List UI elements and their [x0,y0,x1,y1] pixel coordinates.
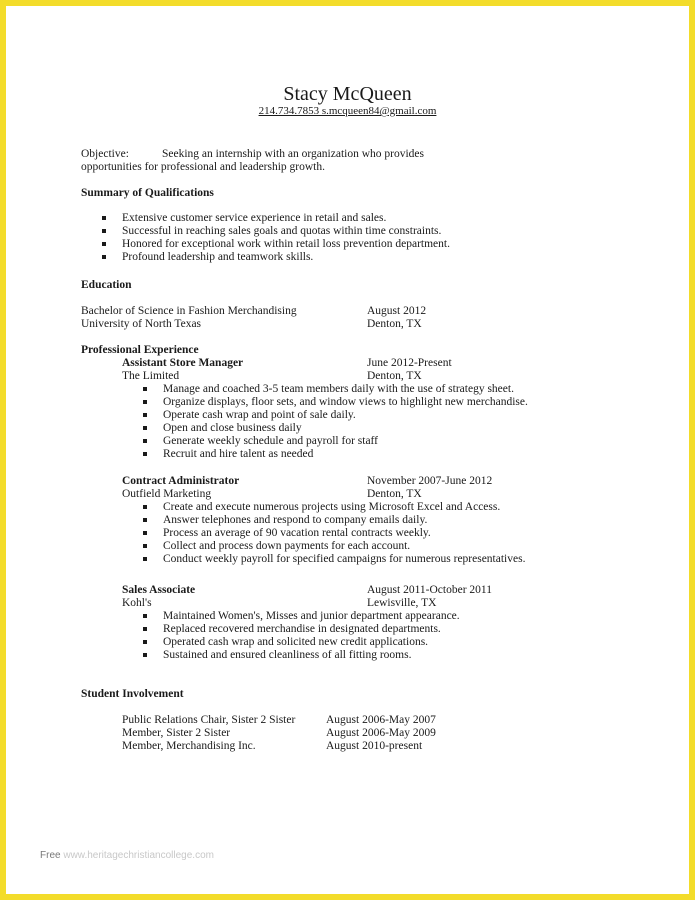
list-item: Operate cash wrap and point of sale daily. [163,409,528,422]
job-duties [163,383,528,461]
resume-content [6,6,689,894]
summary-heading: Summary of Qualifications [81,187,214,199]
objective-label: Objective: [81,148,129,160]
education-heading: Education [81,279,132,291]
involvement-role: Public Relations Chair, Sister 2 Sister [122,714,296,726]
bullet-icon [143,439,147,443]
list-item: Organize displays, floor sets, and window views to highlight new merchandise. [163,396,528,409]
job-duties [163,501,525,566]
job-duties [163,610,460,662]
list-item: Profound leadership and teamwork skills. [122,251,450,264]
education-school: University of North Texas [81,318,202,330]
watermark: Free www.heritagechristiancollege.com [40,850,214,861]
job-date: November 2007-June 2012 [367,475,493,487]
job-date: August 2011-October 2011 [367,584,492,596]
bullet-icon [143,557,147,561]
job-location: Denton, TX [367,370,422,382]
bullet-icon [143,640,147,644]
job-title: Sales Associate [122,584,196,596]
list-item: Extensive customer service experience in retail and sales. [122,212,450,225]
list-item: Successful in reaching sales goals and quotas within time constraints. [122,225,450,238]
bullet-icon [102,255,106,259]
bullet-icon [102,242,106,246]
objective-line-1: Seeking an internship with an organization who provides [162,148,425,160]
bullet-icon [143,614,147,618]
list-item: Generate weekly schedule and payroll for staff [163,435,528,448]
involvement-heading: Student Involvement [81,688,184,700]
job-title: Assistant Store Manager [122,357,244,369]
list-item: Sustained and ensured cleanliness of all fitting rooms. [163,649,460,662]
contact-line[interactable]: 214.734.7853 s.mcqueen84@gmail.com [258,105,437,117]
experience-heading: Professional Experience [81,344,199,356]
bullet-icon [143,452,147,456]
bullet-icon [143,627,147,631]
bullet-icon [102,229,106,233]
list-item: Honored for exceptional work within retail loss prevention department. [122,238,450,251]
list-item: Conduct weekly payroll for specified campaigns for numerous representatives. [163,553,525,566]
bullet-icon [143,426,147,430]
involvement-date: August 2006-May 2007 [326,714,436,726]
involvement-role: Member, Merchandising Inc. [122,740,256,752]
bullet-icon [143,544,147,548]
bullet-icon [143,387,147,391]
job-company: Outfield Marketing [122,488,212,500]
bullet-icon [143,505,147,509]
bullet-icon [143,531,147,535]
education-degree: Bachelor of Science in Fashion Merchandising [81,305,297,317]
bullet-icon [102,216,106,220]
involvement-date: August 2010-present [326,740,423,752]
list-item: Manage and coached 3-5 team members daily with the use of strategy sheet. [163,383,528,396]
list-item: Recruit and hire talent as needed [163,448,528,461]
list-item: Operated cash wrap and solicited new credit applications. [163,636,460,649]
bullet-icon [143,400,147,404]
bullet-icon [143,518,147,522]
list-item: Open and close business daily [163,422,528,435]
job-location: Denton, TX [367,488,422,500]
job-title: Contract Administrator [122,475,240,487]
objective-line-2: opportunities for professional and leadership growth. [81,161,325,173]
involvement-role: Member, Sister 2 Sister [122,727,231,739]
education-location: Denton, TX [367,318,422,330]
job-date: June 2012-Present [367,357,452,369]
list-item: Create and execute numerous projects using Microsoft Excel and Access. [163,501,525,514]
summary-list [122,212,450,264]
resume-page [6,6,689,894]
list-item: Process an average of 90 vacation rental contracts weekly. [163,527,525,540]
list-item: Collect and process down payments for each account. [163,540,525,553]
education-date: August 2012 [367,305,427,317]
bullet-icon [143,413,147,417]
involvement-date: August 2006-May 2009 [326,727,436,739]
candidate-name: Stacy McQueen [283,83,412,105]
job-location: Lewisville, TX [367,597,437,609]
list-item: Maintained Women's, Misses and junior department appearance. [163,610,460,623]
job-company: Kohl's [122,597,152,609]
list-item: Answer telephones and respond to company emails daily. [163,514,525,527]
list-item: Replaced recovered merchandise in designated departments. [163,623,460,636]
job-company: The Limited [122,370,180,382]
bullet-icon [143,653,147,657]
